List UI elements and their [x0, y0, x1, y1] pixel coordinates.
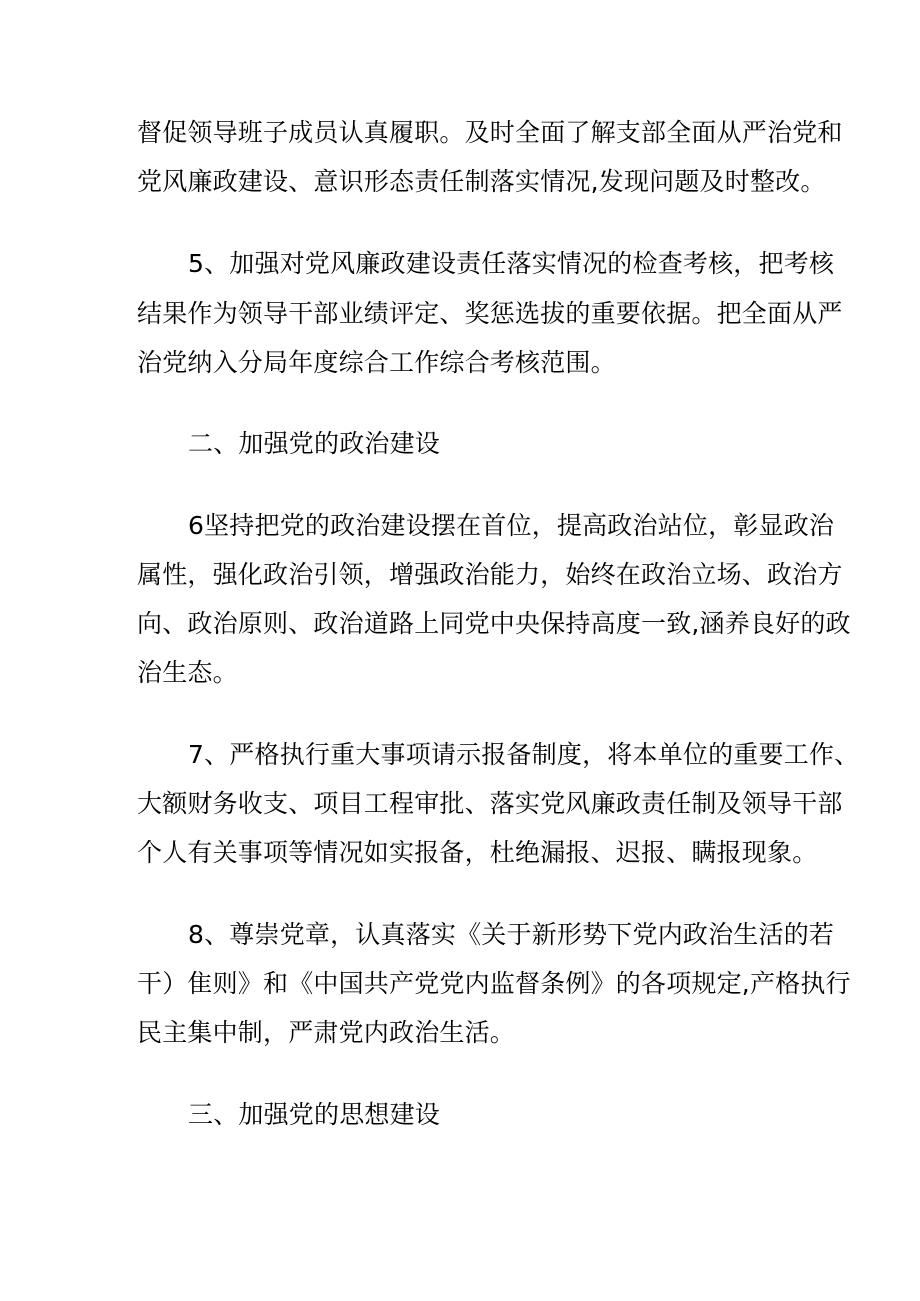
item-6-line: 向、政治原则、政治道路上同党中央保持高度一致,涵养良好的政	[137, 609, 851, 638]
item-5-line: 结果作为领导干部业绩评定、奖惩选拔的重要依据。把全面从严	[137, 299, 843, 328]
item-7-line: 7、严格执行重大事项请示报备制度，将本单位的重要工作、	[188, 740, 860, 769]
item-6-line: 治生态。	[137, 658, 238, 687]
paragraph-line: 督促领导班子成员认真履职。及时全面了解支部全面从严治党和	[137, 118, 843, 147]
item-7-line: 大额财务收支、项目工程审批、落实党风廉政责任制及领导干部	[137, 789, 843, 818]
item-6-line: 属性，强化政治引领，增强政治能力，始终在政治立场、政治方	[137, 560, 843, 589]
paragraph-line: 党风廉政建设、意识形态责任制落实情况,发现问题及时整改。	[137, 167, 826, 196]
item-7-line: 个人有关事项等情况如实报备，杜绝漏报、迟报、瞒报现象。	[137, 838, 818, 867]
item-8-line: 干）隹则》和《中国共产党党内监督条例》的各项规定,产格执行	[137, 969, 851, 998]
item-6-line: 6坚持把党的政治建设摆在首位，提高政治站位，彰显政治	[188, 511, 835, 540]
item-5-line: 治党纳入分局年度综合工作综合考核范围。	[137, 348, 616, 377]
item-5-line: 5、加强对党风廉政建设责任落实情况的检查考核，把考核	[188, 249, 835, 278]
section-heading: 三、加强党的思想建设	[188, 1100, 441, 1129]
section-heading: 二、加强党的政治建设	[188, 429, 441, 458]
item-8-line: 民主集中制，严肃党内政治生活。	[137, 1018, 516, 1047]
item-8-line: 8、尊崇党章，认真落实《关于新形势下党内政治生活的若	[188, 920, 835, 949]
